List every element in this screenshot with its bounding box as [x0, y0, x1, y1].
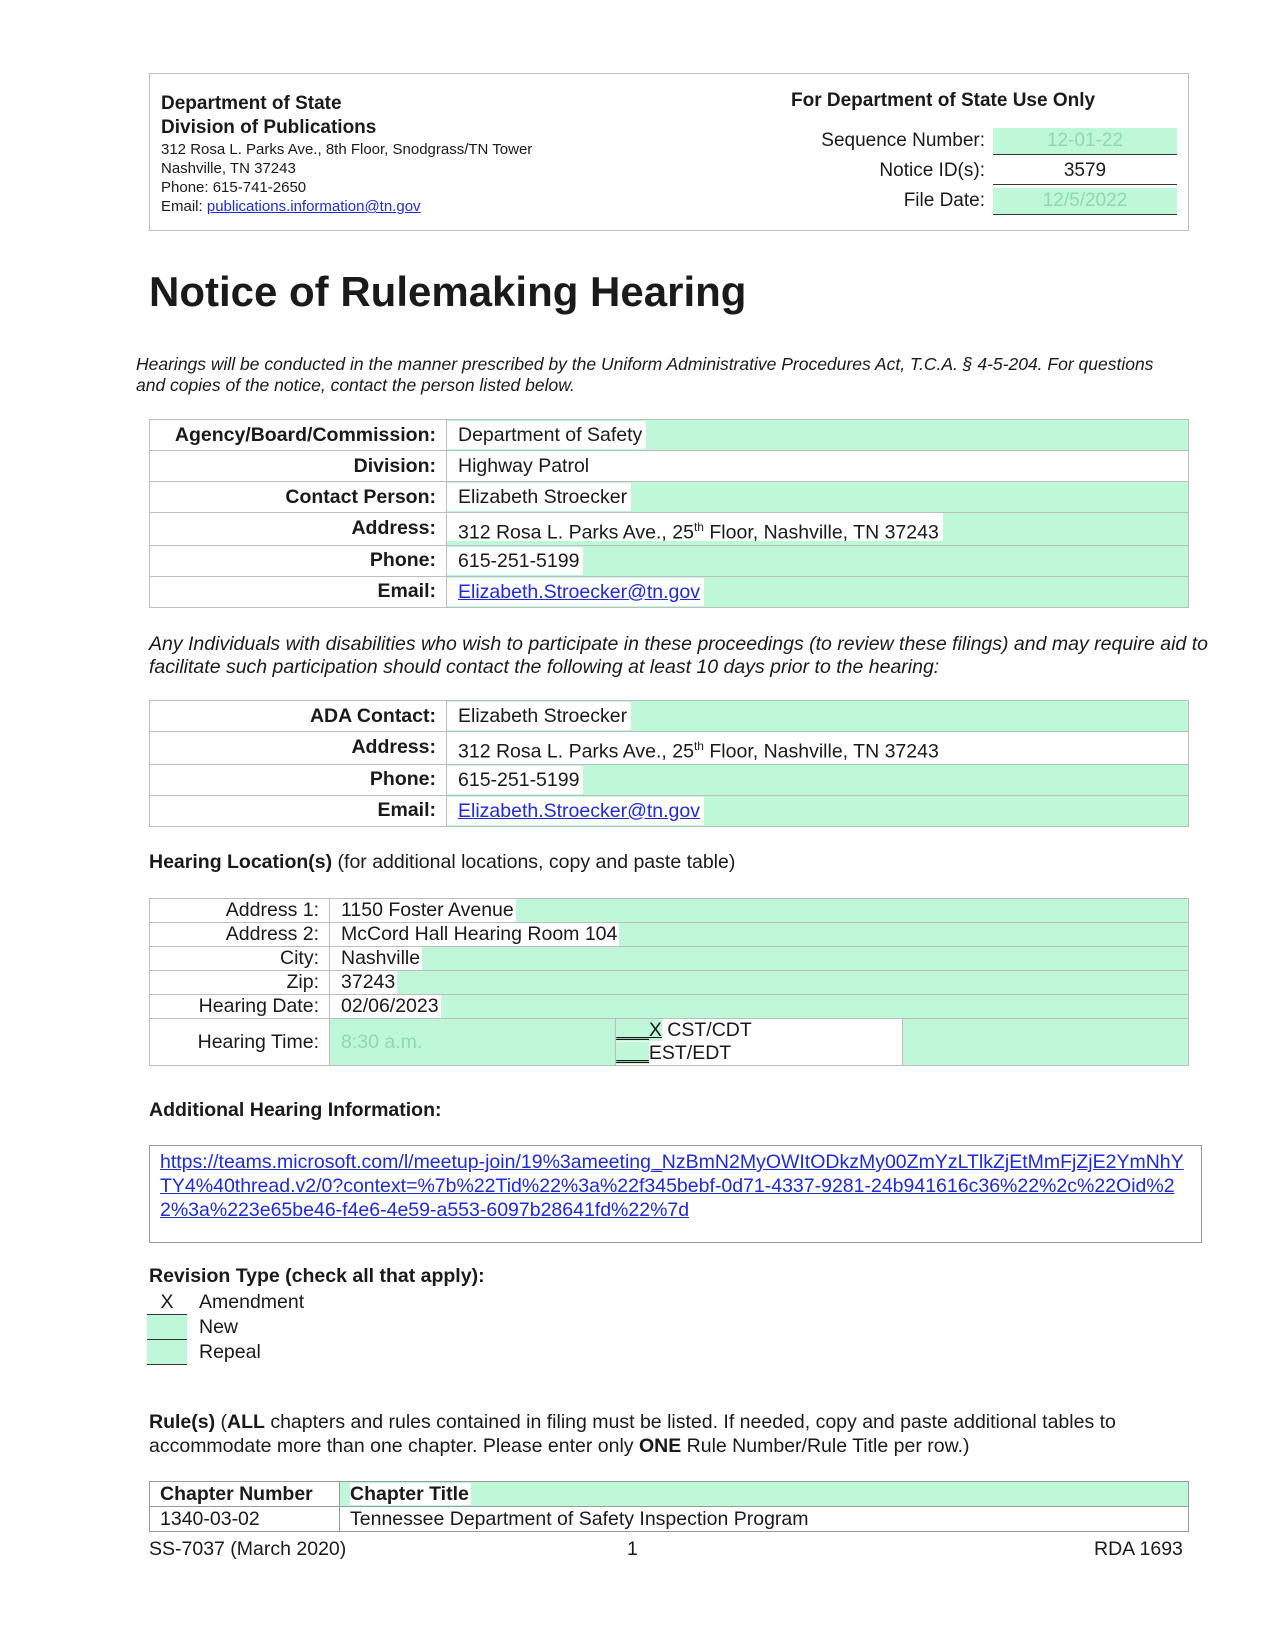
hearing-date-field[interactable] [330, 995, 1189, 1019]
division-value: Highway Patrol [447, 452, 593, 480]
ada-email-wrap [447, 797, 704, 825]
rules-note [149, 1410, 1209, 1458]
ada-note: Any Individuals with disabilities who wish to participate in these proceedings (to review these filings) and may require aid to facilitate such participation should contact the following at least 10 days prior to the hearing: [149, 633, 1208, 678]
hearing-location-heading [149, 851, 735, 874]
address-value [447, 513, 943, 544]
ada-phone-field[interactable] [447, 764, 1189, 795]
ada-address-label: Address: [150, 732, 447, 765]
address1-label: Address 1: [150, 899, 330, 923]
tz-option-eastern[interactable] [616, 1042, 901, 1065]
email-link[interactable]: Elizabeth.Stroecker@tn.gov [458, 580, 700, 603]
state-use-only-block [791, 90, 1181, 211]
table-row [150, 545, 1189, 576]
hearing-date-label: Hearing Date: [150, 995, 330, 1019]
additional-info-heading: Additional Hearing Information: [149, 1099, 442, 1121]
sequence-number-row [791, 128, 1181, 154]
org-name: Department of State [161, 93, 342, 114]
address1-field[interactable] [330, 899, 1189, 923]
hearing-location-table [149, 898, 1189, 1066]
table-header-row [150, 1482, 1189, 1507]
hearing-location-heading-bold: Hearing Location(s) [149, 851, 333, 873]
ada-address-field[interactable] [447, 732, 1189, 765]
amendment-checkbox[interactable]: X [147, 1290, 187, 1315]
ada-contact-label: ADA Contact: [150, 701, 447, 732]
ada-phone-value: 615-251-5199 [447, 766, 583, 794]
sequence-number-field[interactable]: 12-01-22 [993, 128, 1177, 155]
address-part: 312 Rosa L. Parks Ave., 25 [458, 521, 694, 544]
chapter-number-header: Chapter Number [150, 1482, 340, 1507]
footer-rda: RDA 1693 [1094, 1538, 1183, 1560]
notice-id-field[interactable]: 3579 [993, 158, 1177, 185]
table-row [150, 971, 1189, 995]
hearing-time-field[interactable]: 8:30 a.m. [330, 1019, 616, 1066]
division-label: Division: [150, 451, 447, 482]
file-date-label: File Date: [903, 190, 985, 211]
table-row [150, 513, 1189, 546]
table-row [150, 732, 1189, 765]
phone-label: Phone: [150, 545, 447, 576]
address2-field[interactable] [330, 923, 1189, 947]
hearing-location-heading-rest: (for additional locations, copy and paste table) [332, 851, 736, 873]
agency-field[interactable] [447, 420, 1189, 451]
dept-email-label: Email: [161, 198, 203, 215]
table-row [150, 1507, 1189, 1532]
table-row [150, 482, 1189, 513]
department-address-block [161, 92, 761, 216]
table-row [150, 995, 1189, 1019]
rules-note-text: ( [215, 1411, 228, 1433]
page-title: Notice of Rulemaking Hearing [149, 268, 747, 315]
table-row [150, 420, 1189, 451]
ada-address-value [447, 732, 943, 763]
repeal-checkbox[interactable] [147, 1340, 187, 1365]
tz-eastern-mark: ___ [616, 1042, 649, 1064]
rules-note-text: chapters and rules contained in filing must be listed. If needed, copy and paste additional tables to accommodate more than one chapter. Please enter only [149, 1411, 1116, 1457]
file-date-row [791, 188, 1181, 214]
intro-text: Hearings will be conducted in the manner prescribed by the Uniform Administrative Procedures Act, T.C.A. § 4-5-204. For questions and copies of the notice, contact the person listed below. [136, 354, 1154, 395]
chapter-number-cell[interactable]: 1340-03-02 [150, 1507, 340, 1532]
table-row [150, 947, 1189, 971]
new-checkbox[interactable] [147, 1315, 187, 1340]
notice-id-row [791, 158, 1181, 184]
rules-note-text: Rule Number/Rule Title per row.) [681, 1435, 970, 1457]
division-field[interactable] [447, 451, 1189, 482]
address-part: 312 Rosa L. Parks Ave., 25 [458, 740, 694, 763]
city-field[interactable] [330, 947, 1189, 971]
timezone-blank-field[interactable] [902, 1019, 1188, 1066]
timezone-options [616, 1019, 902, 1066]
hearing-time-label: Hearing Time: [150, 1019, 330, 1066]
chapter-table [149, 1481, 1189, 1532]
city-label: City: [150, 947, 330, 971]
division-name: Division of Publications [161, 117, 377, 138]
state-use-only-title: For Department of State Use Only [791, 90, 1096, 111]
address-part: Floor, Nashville, TN 37243 [703, 521, 939, 544]
table-row [150, 923, 1189, 947]
sequence-number-label: Sequence Number: [821, 130, 985, 151]
zip-field[interactable] [330, 971, 1189, 995]
hearing-date-value: 02/06/2023 [330, 995, 441, 1018]
amendment-label: Amendment [199, 1291, 305, 1313]
ada-contact-value: Elizabeth Stroecker [447, 702, 631, 730]
chapter-title-header-text: Chapter Title [350, 1482, 469, 1505]
address-label: Address: [150, 513, 447, 546]
ada-contact-field[interactable] [447, 701, 1189, 732]
footer-page-number: 1 [627, 1538, 638, 1560]
ada-table [149, 700, 1189, 827]
zip-value: 37243 [330, 971, 397, 994]
zip-label: Zip: [150, 971, 330, 995]
department-header-box [149, 73, 1189, 231]
address2-value: McCord Hall Hearing Room 104 [330, 923, 619, 946]
table-row [150, 701, 1189, 732]
contact-person-value: Elizabeth Stroecker [447, 483, 631, 511]
ada-email-field[interactable] [447, 795, 1189, 826]
agency-value: Department of Safety [447, 421, 646, 449]
rules-note-bold: ONE [638, 1435, 682, 1457]
dept-address: 312 Rosa L. Parks Ave., 8th Floor, Snodgrass/TN Tower [161, 141, 533, 158]
address1-value: 1150 Foster Avenue [330, 899, 516, 922]
agency-label: Agency/Board/Commission: [150, 420, 447, 451]
dept-email-line [161, 197, 761, 216]
tz-eastern-label: EST/EDT [648, 1042, 732, 1064]
tz-option-central[interactable] [616, 1019, 901, 1042]
phone-value: 615-251-5199 [447, 547, 583, 575]
ada-email-label: Email: [150, 795, 447, 826]
agency-table [149, 419, 1189, 608]
address-field[interactable] [447, 513, 1189, 546]
address-sup: th [693, 739, 704, 753]
dept-phone: Phone: 615-741-2650 [161, 179, 307, 196]
dept-email-link[interactable]: publications.information@tn.gov [206, 198, 421, 215]
address2-label: Address 2: [150, 923, 330, 947]
table-row [150, 576, 1189, 607]
table-row [150, 764, 1189, 795]
repeal-label: Repeal [199, 1341, 261, 1363]
chapter-title-header [340, 1482, 1189, 1507]
table-row [150, 795, 1189, 826]
tz-central-mark: ___X [616, 1019, 662, 1041]
city-value: Nashville [330, 947, 422, 970]
contact-person-label: Contact Person: [150, 482, 447, 513]
chapter-title-cell[interactable]: Tennessee Department of Safety Inspection Program [340, 1507, 1189, 1532]
teams-meeting-link[interactable]: https://teams.microsoft.com/l/meetup-join/19%3ameeting_NzBmN2MyOWItODkzMy00ZmYzLTlkZjEtMmFjZjE2YmNhYTY4%40thread.v2/0?context=%7b%22Tid%22%3a%22f345bebf-0d71-4337-9281-24b941616c36%22%2c%22Oid%22%3a%223e65be46-f4e6-4e59-a553-6097b28641fd%22%7d [160, 1151, 1184, 1221]
additional-info-box [149, 1145, 1202, 1243]
new-label: New [199, 1316, 239, 1338]
tz-central-label: CST/CDT [661, 1019, 752, 1041]
email-label: Email: [150, 576, 447, 607]
email-field[interactable] [447, 576, 1189, 607]
ada-email-link[interactable]: Elizabeth.Stroecker@tn.gov [458, 799, 700, 822]
notice-id-label: Notice ID(s): [879, 160, 985, 181]
table-row [150, 451, 1189, 482]
revision-type-heading: Revision Type (check all that apply): [149, 1265, 485, 1287]
table-row [150, 899, 1189, 923]
file-date-field[interactable]: 12/5/2022 [993, 188, 1177, 215]
address-part: Floor, Nashville, TN 37243 [703, 740, 939, 763]
phone-field[interactable] [447, 545, 1189, 576]
rules-note-bold: Rule(s) [149, 1411, 216, 1433]
ada-phone-label: Phone: [150, 764, 447, 795]
email-wrap [447, 578, 704, 606]
table-row [150, 1019, 1189, 1066]
rules-note-bold: ALL [227, 1411, 265, 1433]
dept-city: Nashville, TN 37243 [161, 160, 296, 177]
address-sup: th [693, 520, 704, 534]
contact-person-field[interactable] [447, 482, 1189, 513]
footer-form-number: SS-7037 (March 2020) [149, 1538, 347, 1560]
